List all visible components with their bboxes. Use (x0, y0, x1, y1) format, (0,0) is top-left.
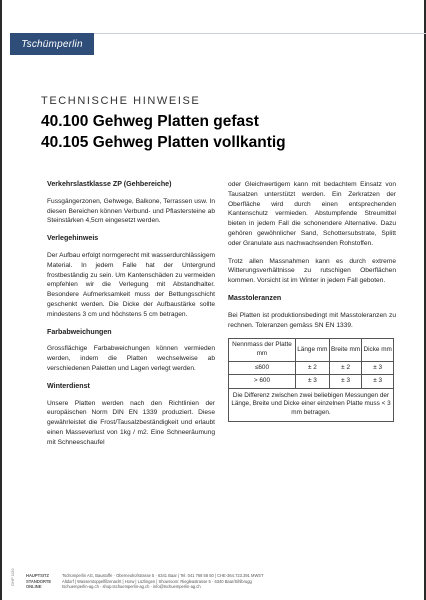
paragraph-traffic-load: Fussgängerzonen, Gehwege, Balkone, Terrassen usw. In diesen Bereichen können Verbund- und Pflastersteine ab Steinstärken 4,5cm eingesetzt werden. (47, 197, 215, 225)
footer-label: STANDORTE (26, 578, 52, 584)
title-product-105: 40.105 Gehweg Platten vollkantig (41, 134, 286, 151)
paragraph-color-deviation: Grossflächige Farbabweichungen können vermieden werden, indem die Platten wechselweise ab verschiedenen Paletten und Lagen verlegt werden. (47, 345, 215, 372)
footer-value: Altdorf | Wasserstoppelfilzenacht | Horw | Lüzlingen | Showroom: Riegleastrasse 5 · 6340 Baar/Sihlbrugg (62, 578, 252, 584)
tolerance-table (228, 338, 394, 421)
footer-value: Tschümperlin AG, Baustoffe · Oberneuhofstrasse 5 · 6341 Baar | Tel. 041 768 58 50 | CHE-364.723.391 MWST (62, 573, 264, 578)
section-label: TECHNISCHE HINWEISE (41, 95, 201, 107)
header-rule (94, 33, 426, 34)
footer-row-online (26, 584, 406, 590)
table-note-row (229, 388, 394, 421)
footer-label: HAUPTSITZ (26, 573, 49, 578)
table-header-cell: Breite mm (329, 339, 362, 361)
table-cell: ± 2 (295, 361, 329, 375)
paragraph-winter-continued: oder Gleichwertigem kann mit bedachtem Einsatz von Tausalzen unterstützt werden. Ein Zerkratzen der Oberfläche wird durch einen entsprechenden Kantenschutz vermieden. Abstumpfende Streumittel bieten in jedem Fall die schonendere Alternative. Dazu gehören gewöhnlicher Sand, Schottersubstrate, Splitt oder Granulate aus nachwachsenden Rohstoffen. (228, 181, 396, 247)
table-cell: ± 2 (329, 361, 362, 375)
heading-tolerances: Masstoleranzen (228, 293, 282, 302)
table-cell: ≤600 (229, 361, 296, 375)
heading-traffic-load: Verkehrslastklasse ZP (Gehbereiche) (47, 180, 172, 188)
heading-color-deviation: Farbabweichungen (47, 327, 112, 336)
footer-links[interactable]: tschuemperlin-ag.ch · shop.tschuemperlin-ag.ch · info@tschuemperlin-ag.ch (62, 584, 201, 590)
paragraph-tolerances: Bei Platten ist produktionsbedingt mit Masstoleranzen zu rechnen. Toleranzen gemäss SN EN 1339. (228, 311, 396, 329)
footer-label: ONLINE (26, 584, 42, 590)
paragraph-laying: Der Aufbau erfolgt normgerecht mit wasserdurchlässigem Material. In jedem Falle hat der Untergrund frostbeständig zu sein. Um Kantenschäden zu vermeiden empfehlen wir die Verlegung mit Abstandhalter. Besondere Aufmerksamkeit muss der Bettungsschicht geschenkt werden. Die Dicke der Aufbaustärke sollte mindestens 3 cm und höchstens 5 cm betragen. (47, 251, 215, 318)
table-header-cell: Länge mm (295, 339, 329, 361)
table-cell: ± 3 (362, 375, 394, 389)
heading-winter-service: Winterdienst (47, 381, 90, 390)
company-logo: Tschümperlin (10, 33, 94, 55)
paragraph-caution: Trotz allen Massnahmen kann es durch extreme Witterungsverhältnisse zu rutschigen Oberflächen kommen. Vorsicht ist im Winter in jedem Fall geboten. (228, 257, 396, 285)
table-note: Die Differenz zwischen zwei beliebigen Messungen der Länge, Breite und Dicke einer einzelnen Platte muss < 3 mm betragen. (229, 388, 394, 421)
table-row (229, 361, 394, 375)
table-cell: ± 3 (362, 361, 394, 375)
paragraph-winter-service: Unsere Platten werden nach den Richtlinien der europäischen Norm DIN EN 1339 produziert. Diese gewährleistet die Frost/Tausalzbeständigkeit und erlaubt einen Masseverlust von 1kg / m2. Eine Schneeräumung mit Schneeschaufel (47, 399, 215, 446)
table-header-cell: Nennmass der Platte mm (229, 339, 296, 361)
table-header-cell: Dicke mm (362, 339, 394, 361)
table-cell: > 600 (229, 375, 296, 389)
table-cell: ± 3 (295, 375, 329, 389)
table-header-row (229, 339, 394, 361)
heading-laying: Verlegehinweis (47, 234, 99, 243)
table-cell: ± 3 (329, 375, 362, 389)
right-column (228, 180, 396, 422)
footer (26, 573, 406, 590)
table-row (229, 375, 394, 389)
left-column (47, 180, 215, 456)
title-product-100: 40.100 Gehweg Platten gefast (41, 113, 259, 130)
side-document-code: GHP 1/20 (10, 568, 15, 586)
